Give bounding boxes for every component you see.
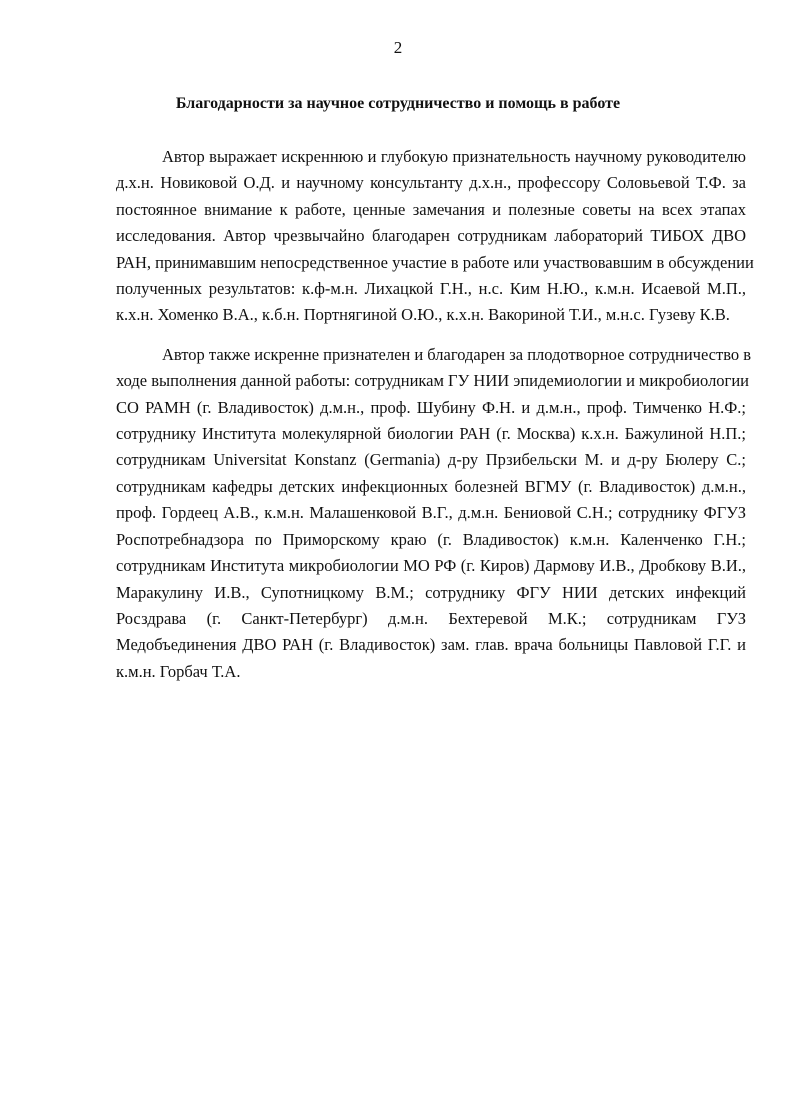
text-line: д.х.н. Новиковой О.Д. и научному консультанту д.х.н., профессору Соловьевой Т.Ф. за [116,173,746,193]
paragraph-2 [116,342,752,685]
text-line: ходе выполнения данной работы: сотрудникам ГУ НИИ эпидемиологии и микробиологии [116,371,749,391]
text-line: сотрудникам Universitat Konstanz (Germania) д-ру Прзибельски М. и д-ру Бюлеру С.; [116,450,746,470]
text-line: проф. Гордеец А.В., к.м.н. Малашенковой В.Г., д.м.н. Бениовой С.Н.; сотруднику ФГУЗ [116,503,746,523]
text-line: СО РАМН (г. Владивосток) д.м.н., проф. Шубину Ф.Н. и д.м.н., проф. Тимченко Н.Ф.; [116,397,746,417]
text-line: Автор выражает искреннюю и глубокую признательность научному руководителю [162,147,746,166]
text-line: Росздрава (г. Санкт-Петербург) д.м.н. Бехтеревой М.К.; сотрудникам ГУЗ [116,608,746,628]
text-line: Роспотребнадзора по Приморскому краю (г. Владивосток) к.м.н. Каленченко Г.Н.; [116,529,746,549]
text-line: Медобъединения ДВО РАН (г. Владивосток) зам. глав. врача больницы Павловой Г.Г. и [116,635,746,655]
page-number: 2 [393,38,403,57]
text-line: полученных результатов: к.ф-м.н. Лихацкой Г.Н., н.с. Ким Н.Ю., к.м.н. Исаевой М.П., [116,279,746,299]
text-line: сотрудникам кафедры детских инфекционных болезней ВГМУ (г. Владивосток) д.м.н., [116,476,746,496]
text-line: Автор также искренне признателен и благодарен за плодотворное сотрудничество в [162,344,752,364]
text-line: сотруднику Института молекулярной биологии РАН (г. Москва) к.х.н. Бажулиной Н.П.; [116,424,746,444]
text-line: сотрудникам Института микробиологии МО РФ (г. Киров) Дармову И.В., Дробкову В.И., [116,556,746,576]
text-line: постоянное внимание к работе, ценные замечания и полезные советы на всех этапах [116,199,746,219]
body-text [116,144,754,698]
section-title: Благодарности за научное сотрудничество и помощь в работе [175,95,621,112]
text-line: исследования. Автор чрезвычайно благодарен сотрудникам лабораторий ТИБОХ ДВО [116,226,746,246]
text-line: Маракулину И.В., Супотницкому В.М.; сотруднику ФГУ НИИ детских инфекций [116,582,746,602]
text-line: к.м.н. Горбач Т.А. [116,661,241,681]
text-line: РАН, принимавшим непосредственное участие в работе или участвовавшим в обсуждении [116,252,754,272]
text-line: к.х.н. Хоменко В.А., к.б.н. Портнягиной О.Ю., к.х.н. Вакориной Т.И., м.н.с. Гузеву К.В. [116,305,730,325]
paragraph-1 [116,144,754,329]
